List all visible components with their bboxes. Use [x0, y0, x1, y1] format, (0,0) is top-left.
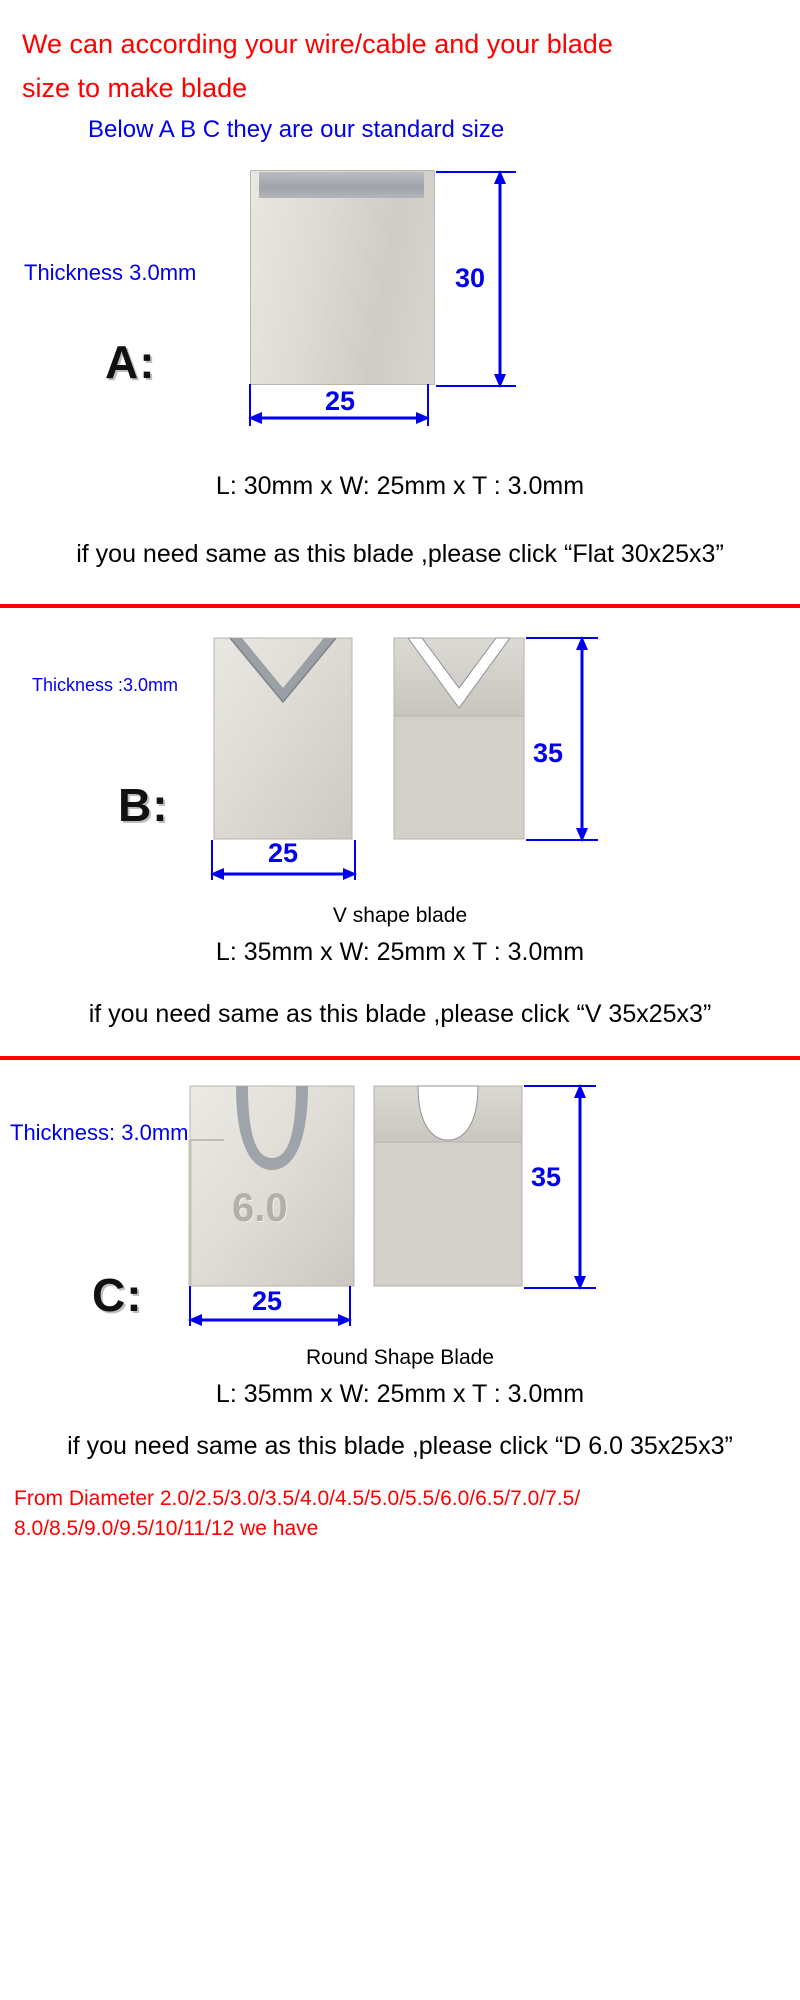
blade-a-letter: A:	[105, 336, 156, 388]
blade-a-thickness-label: Thickness 3.0mm	[24, 260, 197, 285]
blade-c-width-value: 25	[252, 1286, 283, 1316]
blade-a-height-value: 30	[455, 263, 486, 293]
divider-1	[0, 604, 800, 608]
blade-b-side-view	[392, 636, 527, 841]
blade-c-shape-caption: Round Shape Blade	[306, 1346, 494, 1369]
blade-a-click-note: if you need same as this blade ,please click “Flat 30x25x3”	[76, 540, 724, 568]
blade-b-height-value: 35	[533, 738, 564, 768]
header-red-text	[22, 22, 782, 110]
blade-b-shape-caption: V shape blade	[332, 904, 468, 927]
blade-b-spec: L: 35mm x W: 25mm x T : 3.0mm	[215, 938, 585, 966]
header-blue-text: Below A B C they are our standard size	[88, 116, 505, 143]
footer-line2: 8.0/8.5/9.0/9.5/10/11/12 we have	[14, 1517, 319, 1540]
divider-2	[0, 1056, 800, 1060]
blade-c-click-note: if you need same as this blade ,please click “D 6.0 35x25x3”	[67, 1432, 733, 1460]
footer-diameter-list	[14, 1484, 794, 1544]
blade-c-side-view	[372, 1084, 524, 1288]
blade-c-thickness-label: Thickness: 3.0mm	[10, 1120, 189, 1145]
blade-b-thickness-label: Thickness :3.0mm	[32, 675, 179, 695]
blade-c-height-value: 35	[531, 1162, 562, 1192]
blade-a-width-value: 25	[325, 386, 356, 416]
blade-b-letter: B:	[118, 779, 169, 831]
blade-c-spec: L: 35mm x W: 25mm x T : 3.0mm	[215, 1380, 585, 1408]
header-line2: size to make blade	[22, 73, 248, 103]
footer-line1: From Diameter 2.0/2.5/3.0/3.5/4.0/4.5/5.0/5.5/6.0/6.5/7.0/7.5/	[14, 1487, 581, 1510]
blade-b-click-note: if you need same as this blade ,please click “V 35x25x3”	[88, 1000, 712, 1028]
blade-a-bevel-icon	[259, 172, 424, 198]
blade-a-spec: L: 30mm x W: 25mm x T : 3.0mm	[215, 472, 585, 500]
blade-b-width-value: 25	[268, 838, 299, 868]
blade-c-marking: 6.0	[232, 1186, 288, 1230]
header-line1: We can according your wire/cable and your blade	[22, 29, 613, 59]
blade-b-front-view	[212, 636, 354, 841]
blade-a-body	[250, 170, 435, 385]
blade-c-letter: C:	[92, 1269, 143, 1321]
